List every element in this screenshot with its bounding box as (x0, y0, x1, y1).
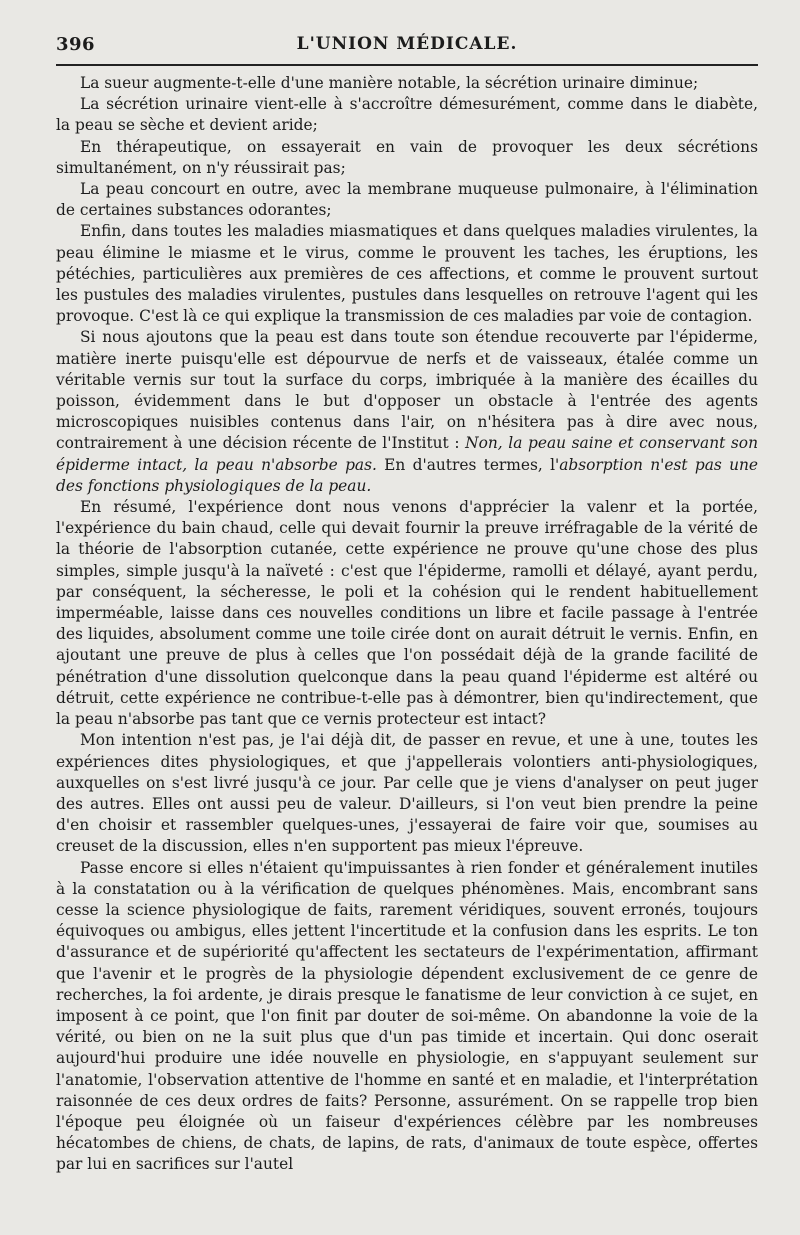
page-number: 396 (56, 34, 96, 55)
italic-statement: Non, la peau saine et conservant son épiderme intact, la peau n'absorbe pas. (56, 434, 758, 474)
paragraph: Enfin, dans toutes les maladies miasmatiques et dans quelques maladies virulentes, la peau élimine le miasme et le virus, comme le prouvent les taches, les éruptions, les pétéchies, particulières aux premières de ces affections, et comme le prouvent surtout les pustules des maladies virulentes, pustules dans lesquelles on retrouve l'agent qui les provoque. C'est là ce qui explique la transmission de ces maladies par voie de contagion. (56, 222, 758, 326)
paragraph: La sécrétion urinaire vient-elle à s'accroître démesurément, comme dans le diabète, la peau se sèche et devient aride; (56, 95, 758, 135)
paragraph: La peau concourt en outre, avec la membrane muqueuse pulmonaire, à l'élimination de certaines substances odorantes; (56, 180, 758, 220)
italic-statement: absorption n'est pas une des fonctions physiologiques de la peau. (56, 455, 758, 495)
paragraph (56, 327, 758, 497)
paragraph: En thérapeutique, on essayerait en vain de provoquer les deux sécrétions simultanément, on n'y réussirait pas; (56, 137, 758, 177)
paragraph: En résumé, l'expérience dont nous venons d'apprécier la valenr et la portée, l'expérience du bain chaud, celle qui devait fournir la preuve irréfragable de la vérité de la théorie de l'absorption cutanée, cette expérience ne prouve qu'une chose des plus simples, simple jusqu'à la naïveté : c'est que l'épiderme, ramolli et délayé, ayant perdu, par conséquent, la sécheresse, le poli et la cohésion qui le rendent habituellement imperméable, laisse dans ces nouvelles conditions un libre et facile passage à l'entrée des liquides, absolument comme une toile cirée dont on aurait détruit le vernis. Enfin, en ajoutant une preuve de plus à celles que l'on possédait déjà de la grande facilité de pénétration d'une dissolution quelconque dans la peau quand l'épiderme est altéré ou détruit, cette expérience ne contribue-t-elle pas à démontrer, bien qu'indirectement, que la peau n'absorbe pas tant que ce vernis protecteur est intact? (56, 498, 758, 729)
paragraph: Passe encore si elles n'étaient qu'impuissantes à rien fonder et généralement inutiles à la constatation ou à la vérification de quelques phénomènes. Mais, encombrant sans cesse la science physiologique de faits, rarement véridiques, souvent erronés, toujours équivoques ou ambigus, elles jettent l'incertitude et la confusion dans les esprits. Le ton d'assurance et de supériorité qu'affectent les sectateurs de l'expérimentation, affirmant que l'avenir et le progrès de la physiologie dépendent exclusivement de ce genre de recherches, la foi ardente, je dirais presque le fanatisme de leur conviction à ce sujet, en imposent à ce point, que l'on finit par douter de soi-même. On abandonne la voie de la vérité, ou bien on ne la suit plus que d'un pas timide et incertain. Qui donc oserait aujourd'hui produire une idée nouvelle en physiologie, en s'appuyant seulement sur l'anatomie, l'observation attentive de l'homme en santé et en maladie, et l'interprétation raisonnée de ces deux ordres de faits? Personne, assurément. On se rappelle trop bien l'époque peu éloignée où un faiseur d'expériences célèbre par les nombreuses hécatombes de chiens, de chats, de lapins, de rats, d'animaux de toute espèce, offertes par lui en sacrifices sur l'autel (56, 858, 758, 1174)
paragraph-text: En d'autres termes, l' (376, 455, 560, 474)
header-rule (56, 64, 758, 66)
body-text (56, 73, 758, 1176)
paragraph: Mon intention n'est pas, je l'ai déjà dit, de passer en revue, et une à une, toutes les expériences dites physiologiques, et que j'appellerais volontiers anti-physiologiques, auxquelles on s'est livré jusqu'à ce jour. Par celle que je viens d'analyser on peut juger des autres. Elles ont aussi peu de valeur. D'ailleurs, si l'on veut bien prendre la peine d'en choisir et rassembler quelques-unes, j'essayerai de faire voir que, soumises au creuset de la discussion, elles n'en supportent pas mieux l'épreuve. (56, 731, 758, 856)
running-head: L'UNION MÉDICALE. (296, 34, 518, 54)
paragraph-text: Si nous ajoutons que la peau est dans toute son étendue recouverte par l'épiderme, matière inerte puisqu'elle est dépourvue de nerfs et de vaisseaux, étalée comme un véritable vernis sur tout la surface du corps, imbriquée à la manière des écailles du poisson, évidemment dans le but d'opposer un obstacle à l'entrée des agents microscopiques nuisibles contenus dans l'air, on n'hésitera pas à dire avec nous, contrairement à une décision récente de l'Institut : (56, 328, 758, 453)
paragraph: La sueur augmente-t-elle d'une manière notable, la sécrétion urinaire diminue; (80, 74, 699, 92)
page-header (56, 30, 758, 60)
